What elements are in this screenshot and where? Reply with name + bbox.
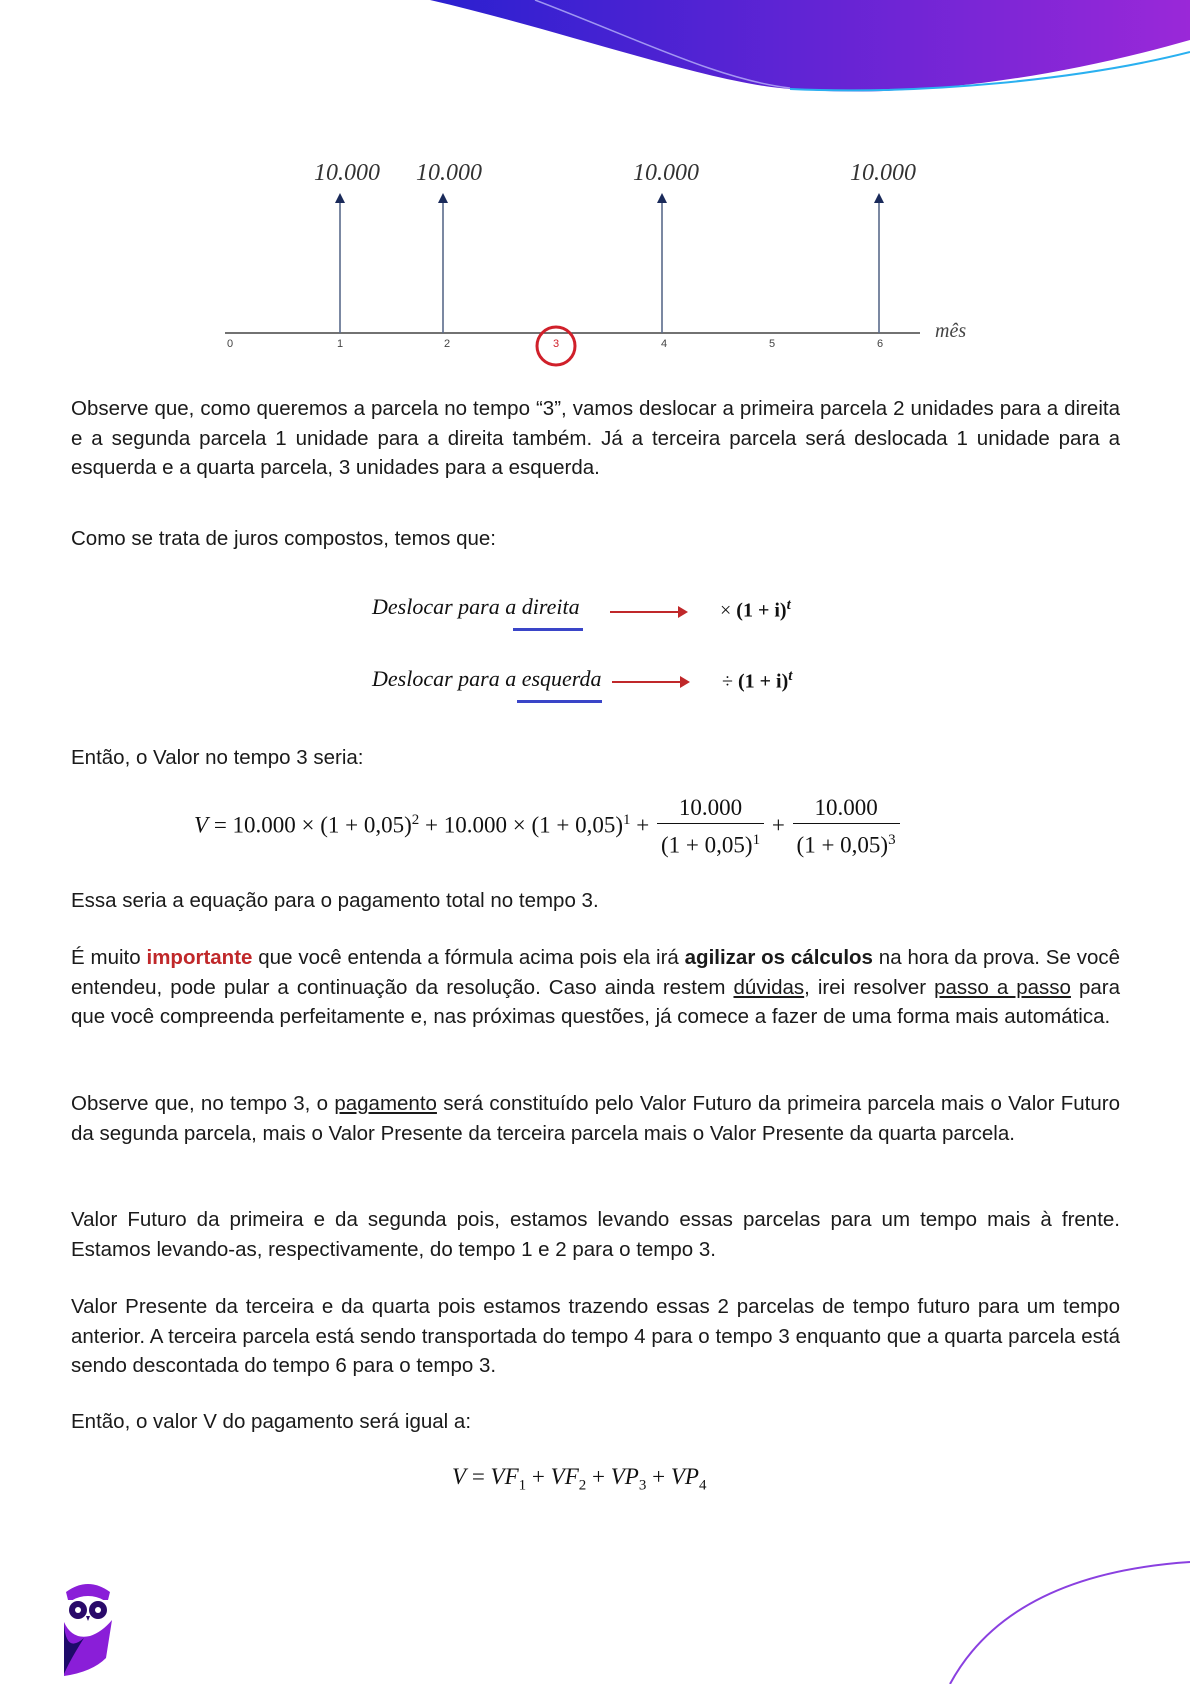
arrow-right-icon — [610, 611, 686, 613]
rule-formula: ÷ $(1 + i)^t$ — [722, 668, 793, 693]
payment-label-4: 10.000 — [633, 160, 699, 186]
paragraph-payment-composition: Observe que, no tempo 3, o pagamento será constituído pelo Valor Futuro da primeira parcela mais o Valor Futuro da segunda parcela, mais o Valor Presente da terceira parcela mais o Valor Presente da quarta parcela. — [71, 1092, 1121, 1145]
paragraph-shift-explanation: Observe que, como queremos a parcela no tempo “3”, vamos deslocar a primeira parcela 2 unidades para a direita e a segunda parcela 1 unidade para a direita também. Já a terceira parcela será deslocada 1 unidade para a esquerda e a quarta parcela, 3 unidades para a esquerda. — [71, 397, 1120, 479]
rule-formula: × $(1 + i)^t$ — [720, 597, 791, 622]
owl-logo-icon — [62, 1580, 114, 1680]
equation-payment-sum: $V = VF_1 + VF_2 + VP_3 + VP_4$ — [452, 1464, 707, 1494]
paragraph-payment-value-intro: Então, o valor V do pagamento será igual a: — [71, 1410, 472, 1433]
equation-value-at-time-3: $V = 10.000 \times (1 + 0,05)^2 + 10.000 \times (1 + 0,05)^1$ + $\frac{10.000}{(1 + 0,05)^1}$ + $\frac{10.000}{(1 + 0,05)^3}$ — [194, 793, 902, 862]
payment-label-2: 10.000 — [416, 160, 482, 186]
payment-label-6: 10.000 — [850, 160, 916, 186]
payment-label-1: 10.000 — [314, 160, 380, 186]
footer-arc-decoration — [900, 1540, 1190, 1684]
tick-0: 0 — [226, 338, 234, 350]
paragraph-future-value-explanation: Valor Futuro da primeira e da segunda pois, estamos levando essas parcelas para um tempo mais à frente. Estamos levando-as, respectivamente, do tempo 1 e 2 para o tempo 3. — [71, 1208, 1120, 1261]
tick-3: 3 — [552, 338, 560, 350]
tick-5: 5 — [768, 338, 776, 350]
header-wave-decoration — [0, 0, 1190, 110]
paragraph-present-value-explanation: Valor Presente da terceira e da quarta pois estamos trazendo essas 2 parcelas de tempo futuro para um tempo anterior. A terceira parcela está sendo transportada do tempo 4 para o tempo 3 enquanto que a quarta parcela está sendo descontada do tempo 6 para o tempo 3. — [71, 1295, 1120, 1377]
paragraph-equation-summary: Essa seria a equação para o pagamento total no tempo 3. — [71, 889, 599, 912]
rule-text-direction: esquerda — [521, 666, 602, 691]
arrow-right-icon — [612, 681, 688, 683]
tick-2: 2 — [443, 338, 451, 350]
underline-decoration — [517, 700, 602, 703]
paragraph-compound-interest-intro: Como se trata de juros compostos, temos que: — [71, 527, 497, 550]
paragraph-value-at-time-3: Então, o Valor no tempo 3 seria: — [71, 746, 364, 769]
tick-1: 1 — [336, 338, 344, 350]
rule-text-prefix: Deslocar para a — [372, 666, 522, 691]
axis-unit-label: mês — [935, 320, 967, 342]
rule-text-direction: direita — [521, 594, 580, 619]
underline-decoration — [513, 628, 583, 631]
tick-6: 6 — [876, 338, 884, 350]
paragraph-importance-note: É muito importante que você entenda a fórmula acima pois ela irá agilizar os cálculos na hora da prova. Se você entendeu, pode pular a continuação da resolução. Caso ainda restem dúvidas, irei resolver passo a passo para que você compreenda perfeitamente e, nas próximas questões, já comece a fazer de uma forma mais automática. — [71, 946, 1120, 1028]
rule-text-prefix: Deslocar para a — [372, 594, 522, 619]
cash-flow-timeline — [200, 150, 1000, 370]
tick-4: 4 — [660, 338, 668, 350]
